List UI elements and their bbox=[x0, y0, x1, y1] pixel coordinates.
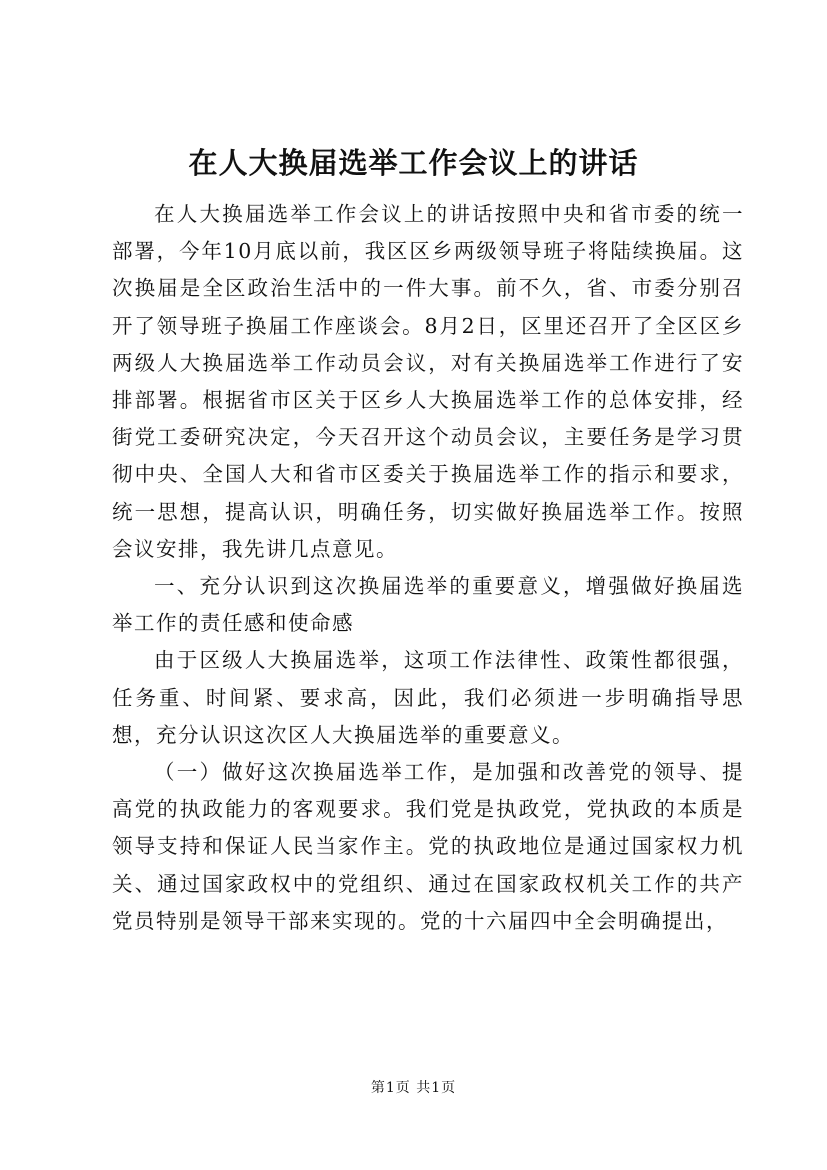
paragraph-section-1-body: 由于区级人大换届选举，这项工作法律性、政策性都很强，任务重、时间紧、要求高，因此，我们必须进一步明确指导思想，充分认识这次区人大换届选举的重要意义。 bbox=[112, 648, 744, 747]
document-body bbox=[112, 196, 744, 940]
paragraph-section-heading-1: 一、充分认识到这次换届选举的重要意义，增强做好换届选举工作的责任感和使命感 bbox=[112, 574, 744, 636]
document-title: 在人大换届选举工作会议上的讲话 bbox=[188, 146, 639, 180]
paragraph-subsection-1: （一）做好这次换届选举工作，是加强和改善党的领导、提高党的执政能力的客观要求。我们党是执政党，党执政的本质是领导支持和保证人民当家作主。党的执政地位是通过国家权力机关、通过国家政权中的党组织、通过在国家政权机关工作的共产党员特别是领导干部来实现的。党的十六届四中全会明确提出， bbox=[112, 760, 744, 933]
page-footer: 第1页 共1页 bbox=[370, 1080, 457, 1096]
paragraph-intro: 在人大换届选举工作会议上的讲话按照中央和省市委的统一部署，今年10月底以前，我区区乡两级领导班子将陆续换届。这次换届是全区政治生活中的一件大事。前不久，省、市委分别召开了领导班子换届工作座谈会。8月2日，区里还召开了全区区乡两级人大换届选举工作动员会议，对有关换届选举工作进行了安排部署。根据省市区关于区乡人大换届选举工作的总体安排，经街党工委研究决定，今天召开这个动员会议，主要任务是学习贯彻中央、全国人大和省市区委关于换届选举工作的指示和要求，统一思想，提高认识，明确任务，切实做好换届选举工作。按照会议安排，我先讲几点意见。 bbox=[112, 202, 744, 561]
